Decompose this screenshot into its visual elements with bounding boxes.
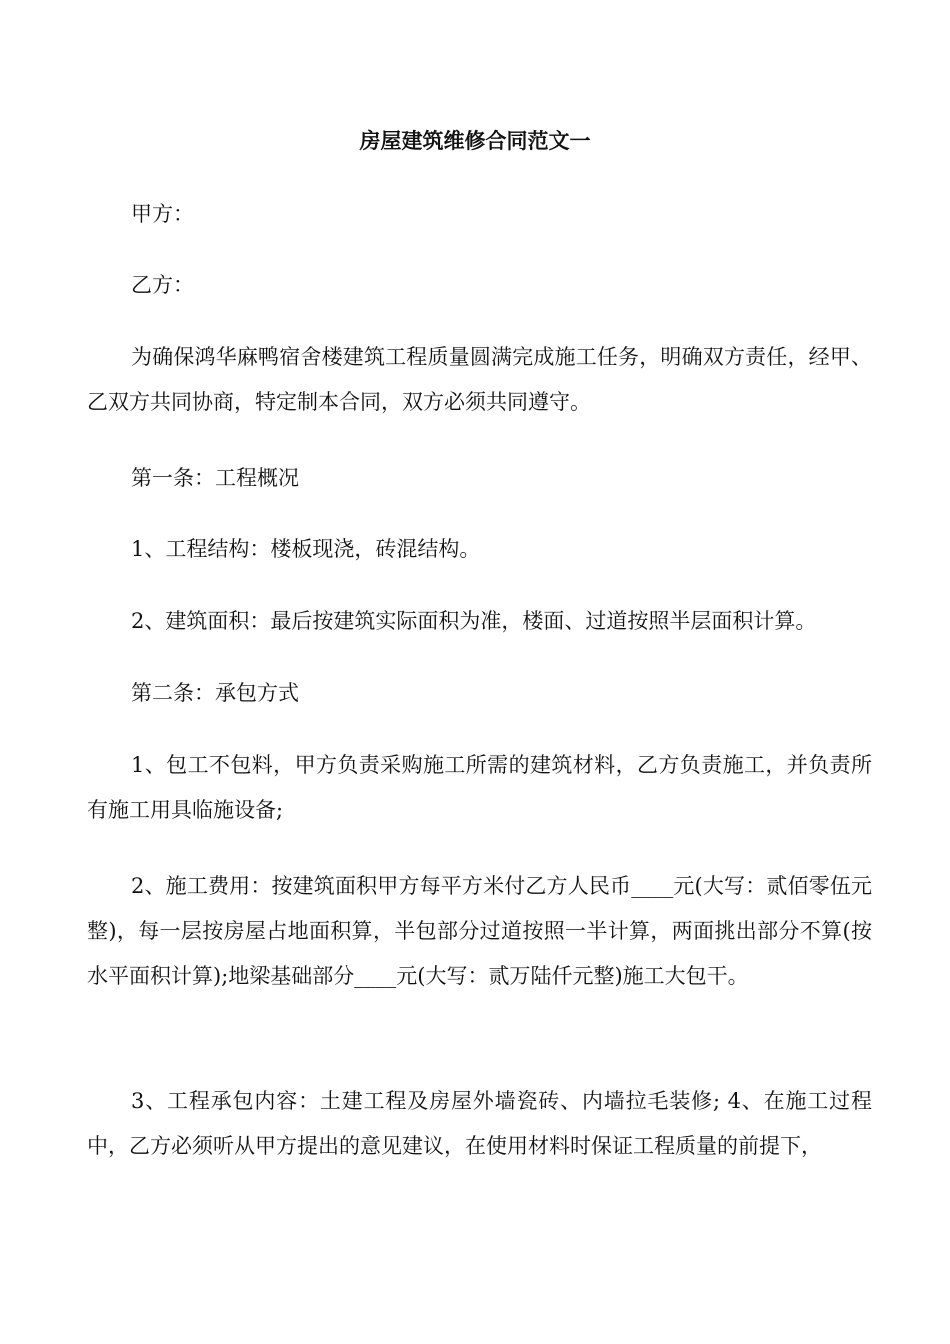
intro-paragraph: 为确保鸿华麻鸭宿舍楼建筑工程质量圆满完成施工任务，明确双方责任，经甲、乙双方共同协商，特定制本合同，双方必须共同遵守。 [87,345,872,414]
article-2-heading: 第二条：承包方式 [131,681,299,705]
party-a-line: 甲方： [131,202,194,226]
party-b-line: 乙方： [131,273,194,297]
clause-2-3: 3、工程承包内容：土建工程及房屋外墙瓷砖、内墙拉毛装修; 4、在施工过程中，乙方必须听从甲方提出的意见建议，在使用材料时保证工程质量的前提下， [87,1089,872,1158]
clause-1-1: 1、工程结构：楼板现浇，砖混结构。 [131,537,481,561]
article-1-heading: 第一条：工程概况 [131,466,299,490]
document-title: 房屋建筑维修合同范文一 [359,128,591,153]
clause-2-2: 2、施工费用：按建筑面积甲方每平方米付乙方人民币____元(大写：贰佰零伍元整)，每一层按房屋占地面积算，半包部分过道按照一半计算，两面挑出部分不算(按水平面积计算);地梁基础部分____元(大写：贰万陆仟元整)施工大包干。 [87,874,872,988]
clause-1-2: 2、建筑面积：最后按建筑实际面积为准，楼面、过道按照半层面积计算。 [131,609,817,633]
clause-2-1: 1、包工不包料，甲方负责采购施工所需的建筑材料，乙方负责施工，并负责所有施工用具临施设备; [87,753,872,822]
